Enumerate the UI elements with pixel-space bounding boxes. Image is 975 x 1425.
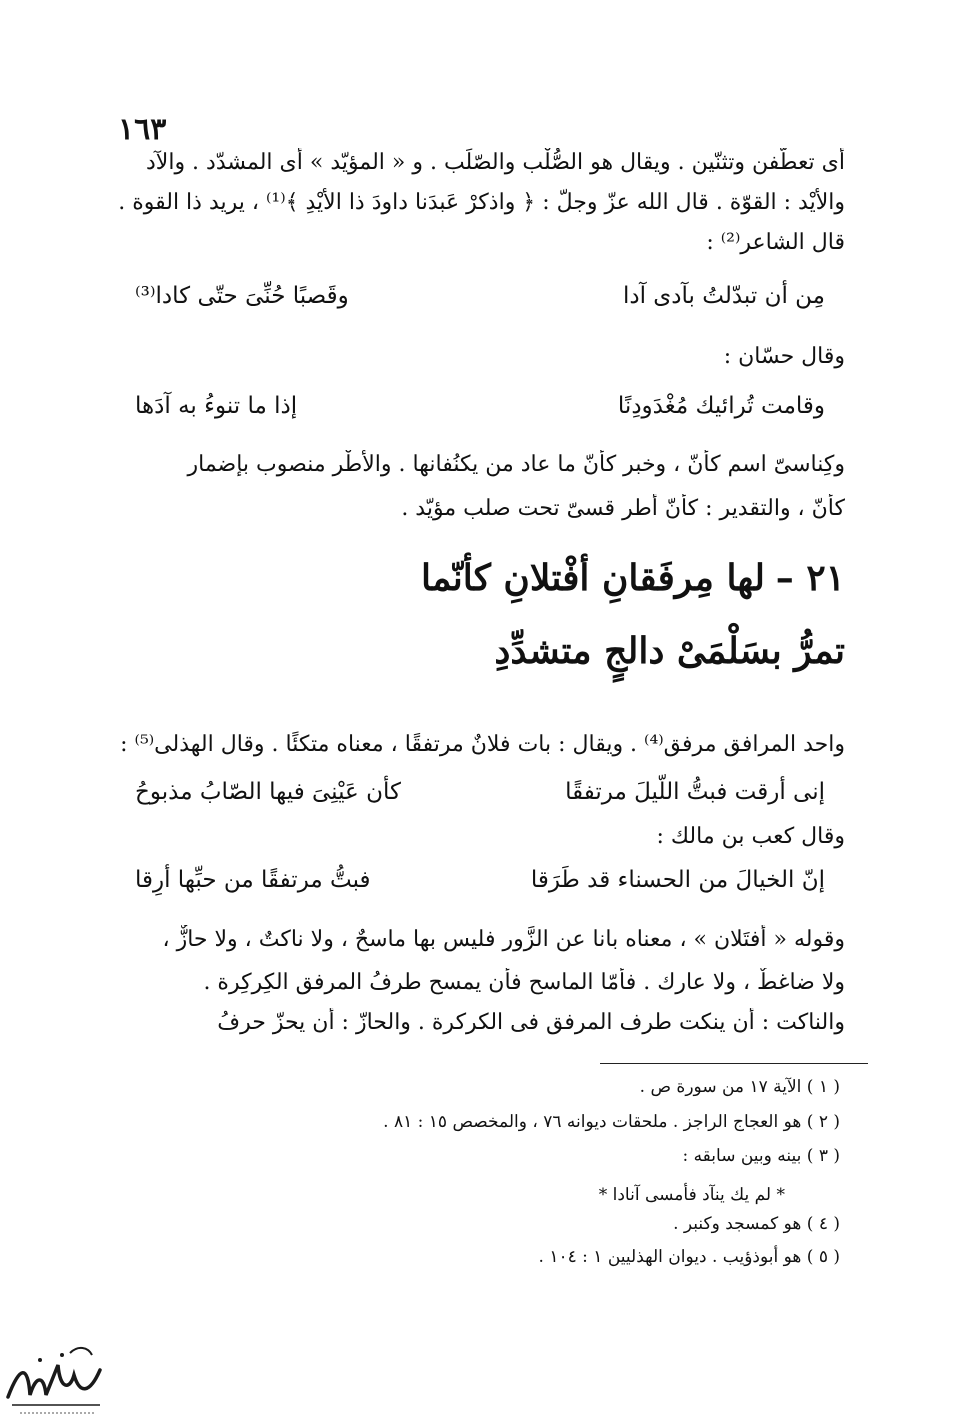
text-line-kaab: وقال كعب بن مالك : [656, 824, 845, 849]
text-line-3: قال الشاعر⁽²⁾ : [706, 230, 845, 255]
para4-line-1: وقوله « أفتَلان » ، معناه بانا عن الزَّور فليس بها ماسحٌ ، ولا ناكتٌ ، ولا حازٌّ ، [162, 927, 845, 952]
para3-line-1: واحد المرافق مرفق⁽⁴⁾ . ويقال : بات فلانٌ مرتفقًا ، معناه متكئًا . وقال الهذلى⁽⁵⁾ : [120, 732, 845, 757]
footnote-separator [600, 1063, 868, 1064]
verse-4-second-hemistich: فبتُّ مرتفقًا من حبِّها أرِقا [135, 867, 371, 893]
main-verse-number: ٢١ – [775, 557, 845, 599]
text-line-2: والأيْد : القوّة . قال الله عزّ وجلّ : ﴿ واذكرْ عَبدَنا داودَ ذا الأيْدِ ﴾⁽¹⁾ ، يريد ذا القوة . [118, 190, 845, 215]
verse-4-first-hemistich: إنّ الخيالَ من الحسناء قد طَرَقا [530, 867, 825, 893]
footnote-1: ( ١ ) الآية ١٧ من سورة ص . [639, 1077, 840, 1097]
verse-1-second-hemistich: وقَصبًا حُنِّىَ حتّى كادا⁽³⁾ [135, 283, 349, 309]
footnote-3: ( ٣ ) بينه وبين سابقه : [682, 1146, 840, 1166]
main-verse-first-hemistich: لها مِرفَقانِ أفْتلانِ كأنّما [420, 557, 765, 599]
footnote-5: ( ٥ ) هو أبوذؤيب . ديوان الهذليين ١ : ١٠٤ . [538, 1247, 840, 1267]
text-line-hassan: وقال حسّان : [723, 344, 845, 369]
main-verse-second-hemistich: تمرُّ بسَلْمَىْ دالجٍ متشدِّدِ [494, 630, 845, 672]
verse-3 [135, 776, 825, 808]
page-number: ١٦٣ [118, 112, 167, 147]
verse-2 [135, 390, 825, 422]
text-line-1: أى تعطّفن وتثنّين . ويقال هو الصُّلْب والصّلَب . و « المؤيّد » أى المشدّد . والآد [145, 150, 845, 175]
calligraphy-logo-icon [0, 1335, 110, 1420]
verse-4 [135, 864, 825, 896]
para2-line-2: كأنّ ، والتقدير : كأنّ أطر قسىّ تحت صلب مؤيّد . [401, 496, 845, 521]
verse-2-first-hemistich: وقامت تُرائيك مُغْدَودِنًا [617, 393, 825, 419]
verse-3-first-hemistich: إنى أرقت فبتُّ اللّيلَ مرتفقًا [565, 779, 825, 805]
para2-line-1: وكِناسىّ اسم كأنّ ، وخبر كأنّ ما عاد من يكنُفانها . والأطْر منصوب بإضمار [187, 452, 845, 477]
calligraphy-logo [0, 1335, 110, 1420]
verse-1 [135, 280, 825, 312]
footnote-3-verse: * لم يك ينآد فأمسى آنادا * [598, 1185, 785, 1205]
verse-2-second-hemistich: إذا ما تنوءُ به آدَها [135, 393, 298, 419]
para4-line-3: والناكت : أن ينكت طرف المرفق فى الكركرة . والحازّ : أن يحزّ حرفُ [217, 1010, 845, 1035]
footnote-2: ( ٢ ) هو العجاج الراجز . ملحقات ديوانه ٧٦ ، والمخصص ١٥ : ٨١ . [383, 1112, 840, 1132]
para4-line-2: ولا ضاغطٌ ، ولا عارك . فأمّا الماسح فأن يمسح طرفُ المرفق الكِركِرة . [203, 970, 845, 995]
verse-1-first-hemistich: مِن أن تبدّلتُ بآدى آدا [622, 283, 825, 309]
footnote-4: ( ٤ ) هو كمسجد وكنبر . [673, 1214, 840, 1234]
verse-3-second-hemistich: كأن عَيْنِىَ فيها الصّابُ مذبوحُ [135, 779, 401, 805]
